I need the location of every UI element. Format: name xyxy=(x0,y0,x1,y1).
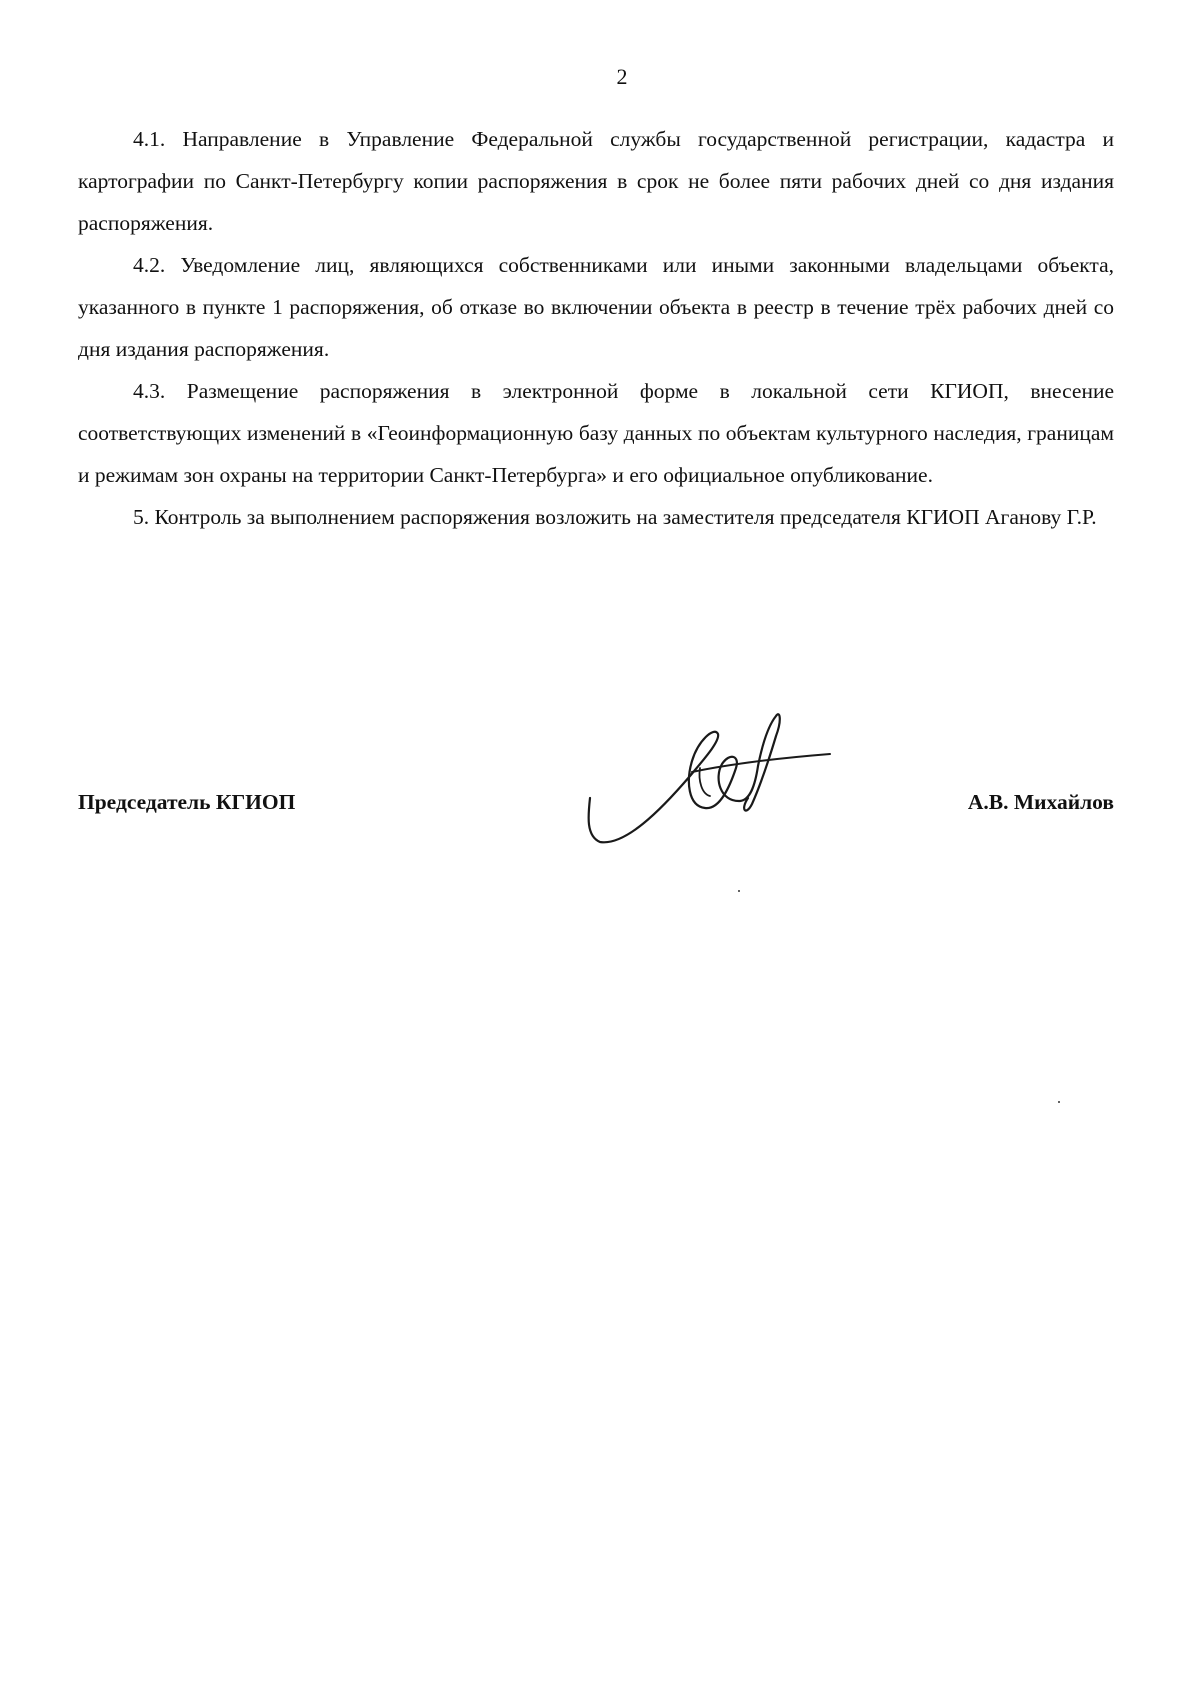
paragraph-4-1: 4.1. Направление в Управление Федеральной службы государственной регистрации, кадастра и картографии по Санкт-Петербургу копии распоряжения в срок не более пяти рабочих дней со дня издания распоряжения. xyxy=(78,127,1114,235)
signatory-name: А.В. Михайлов xyxy=(967,790,1114,814)
scan-speck xyxy=(738,890,740,892)
paragraph-5: 5. Контроль за выполнением распоряжения возложить на заместителя председателя КГИОП Аганову Г.Р. xyxy=(133,505,1097,529)
handwritten-signature xyxy=(580,706,840,856)
signatory-title: Председатель КГИОП xyxy=(78,790,296,814)
document-body xyxy=(78,118,1114,538)
scan-speck xyxy=(1058,1101,1060,1103)
paragraph-4-2: 4.2. Уведомление лиц, являющихся собственниками или иными законными владельцами объекта, указанного в пункте 1 распоряжения, об отказе во включении объекта в реестр в течение трёх рабочих дней со дня издания распоряжения. xyxy=(78,253,1114,361)
paragraph-4-3: 4.3. Размещение распоряжения в электронной форме в локальной сети КГИОП, внесение соответствующих изменений в «Геоинформационную базу данных по объектам культурного наследия, границам и режимам зон охраны на территории Санкт-Петербурга» и его официальное опубликование. xyxy=(78,379,1114,487)
page-number: 2 xyxy=(616,64,628,89)
signature-row xyxy=(78,790,1114,830)
